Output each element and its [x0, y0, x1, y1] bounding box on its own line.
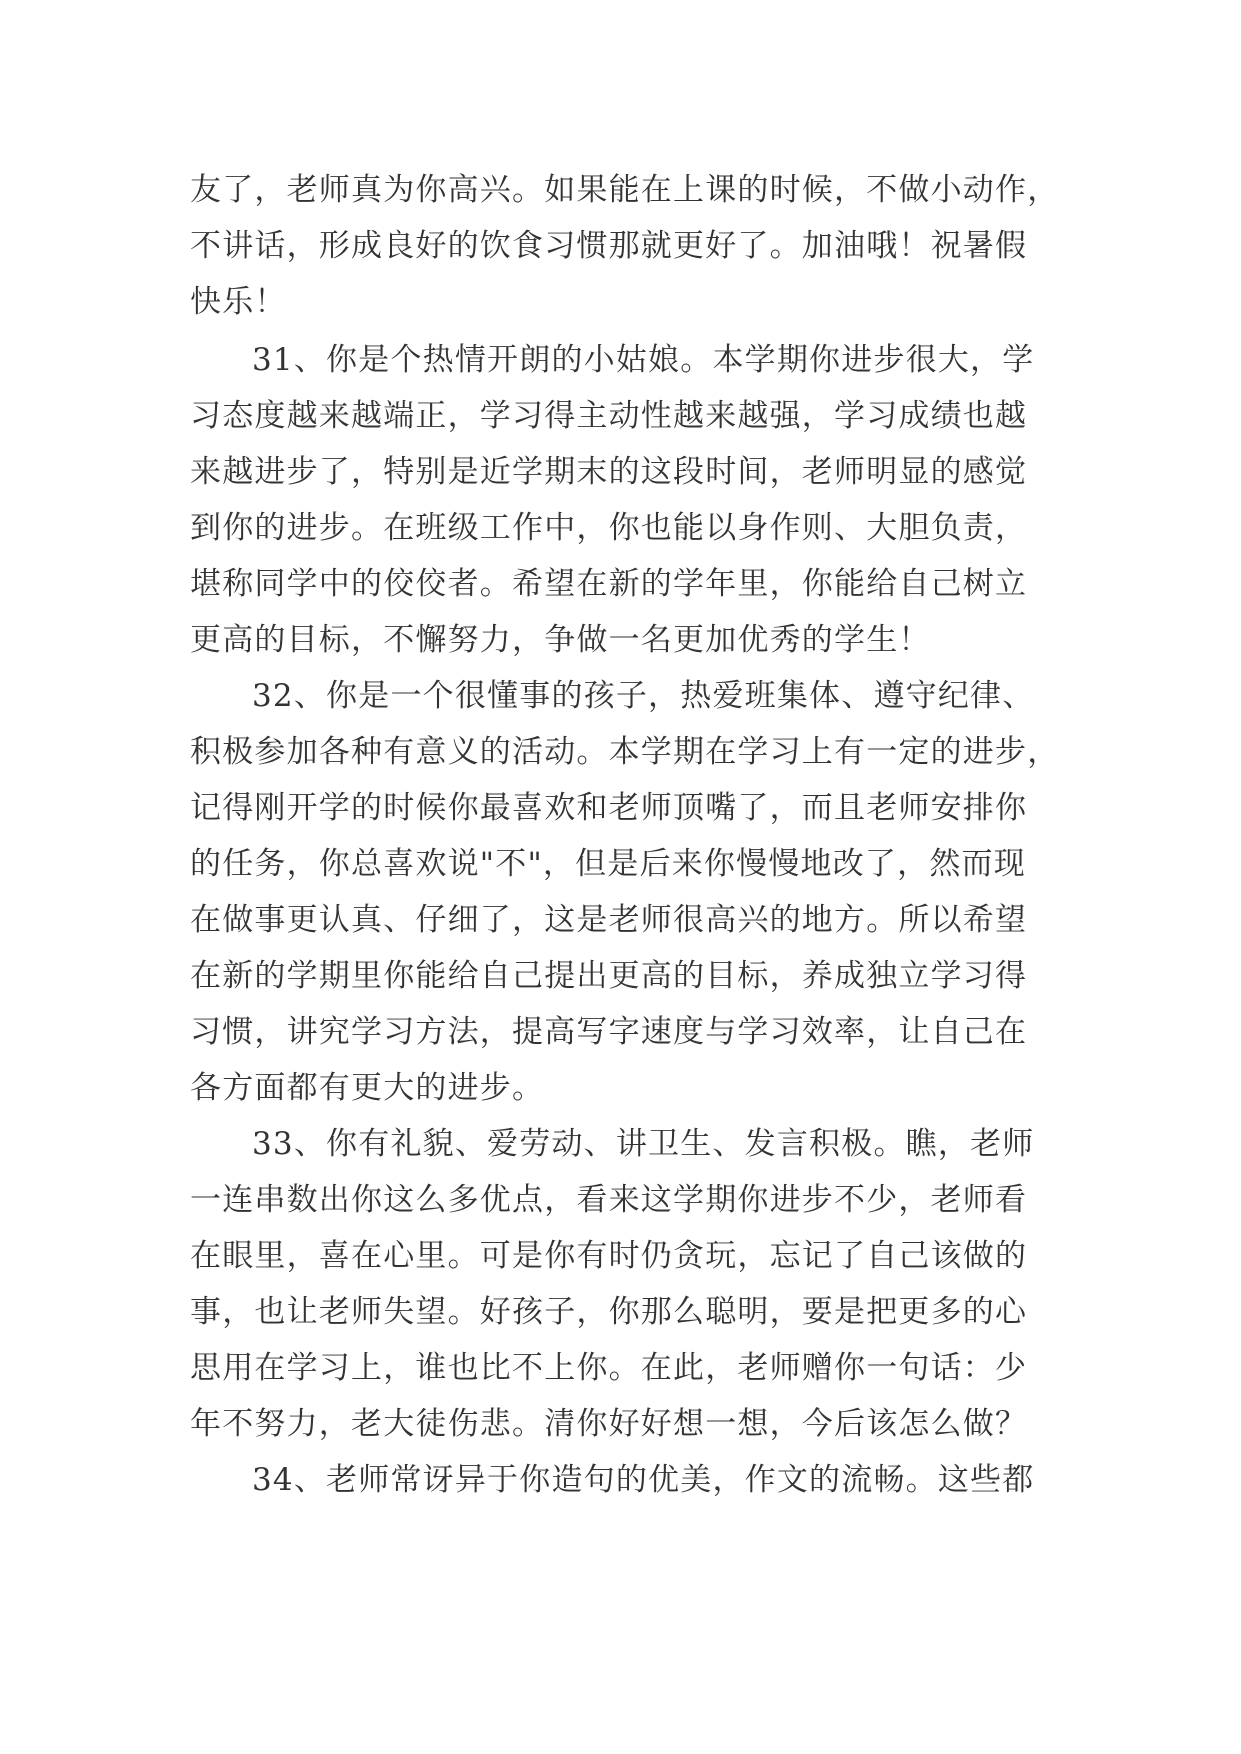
paragraph-31-line-3: 来越进步了，特别是近学期末的这段时间，老师明显的感觉: [190, 454, 1028, 490]
paragraph-32-line-1: 32、你是一个很懂事的孩子，热爱班集体、遵守纪律、: [252, 678, 1035, 714]
paragraph-31-line-2: 习态度越来越端正，学习得主动性越来越强，学习成绩也越: [190, 398, 1028, 434]
paragraph-32-line-2: 积极参加各种有意义的活动。本学期在学习上有一定的进步，: [190, 734, 1060, 770]
paragraph-30-line-1: 友了，老师真为你高兴。如果能在上课的时候，不做小动作，: [190, 172, 1060, 208]
paragraph-33-line-2: 一连串数出你这么多优点，看来这学期你进步不少，老师看: [190, 1182, 1028, 1218]
paragraph-31-line-5: 堪称同学中的佼佼者。希望在新的学年里，你能给自己树立: [190, 566, 1028, 602]
paragraph-31-line-1: 31、你是个热情开朗的小姑娘。本学期你进步很大，学: [252, 342, 1035, 378]
paragraph-32-line-6: 在新的学期里你能给自己提出更高的目标，养成独立学习得: [190, 958, 1028, 994]
paragraph-33-line-5: 思用在学习上，谁也比不上你。在此，老师赠你一句话：少: [190, 1350, 1028, 1386]
paragraph-33-line-3: 在眼里，喜在心里。可是你有时仍贪玩，忘记了自己该做的: [190, 1238, 1028, 1274]
paragraph-33-line-6: 年不努力，老大徒伤悲。清你好好想一想，今后该怎么做？: [190, 1406, 1028, 1442]
paragraph-31-line-6: 更高的目标，不懈努力，争做一名更加优秀的学生！: [190, 622, 931, 658]
paragraph-32-line-4: 的任务，你总喜欢说"不"，但是后来你慢慢地改了，然而现: [190, 846, 1026, 882]
paragraph-31-line-4: 到你的进步。在班级工作中，你也能以身作则、大胆负责，: [190, 510, 1028, 546]
paragraph-32-line-7: 习惯，讲究学习方法，提高写字速度与学习效率，让自己在: [190, 1014, 1028, 1050]
paragraph-34-line-1: 34、老师常讶异于你造句的优美，作文的流畅。这些都: [252, 1462, 1035, 1498]
paragraph-30-line-2: 不讲话，形成良好的饮食习惯那就更好了。加油哦！祝暑假: [190, 228, 1028, 264]
paragraph-30-line-3: 快乐！: [190, 284, 287, 320]
paragraph-33-line-4: 事，也让老师失望。好孩子，你那么聪明，要是把更多的心: [190, 1294, 1028, 1330]
paragraph-32-line-8: 各方面都有更大的进步。: [190, 1070, 545, 1106]
paragraph-32-line-5: 在做事更认真、仔细了，这是老师很高兴的地方。所以希望: [190, 902, 1028, 938]
paragraph-33-line-1: 33、你有礼貌、爱劳动、讲卫生、发言积极。瞧，老师: [252, 1126, 1035, 1162]
paragraph-32-line-3: 记得刚开学的时候你最喜欢和老师顶嘴了，而且老师安排你: [190, 790, 1028, 826]
